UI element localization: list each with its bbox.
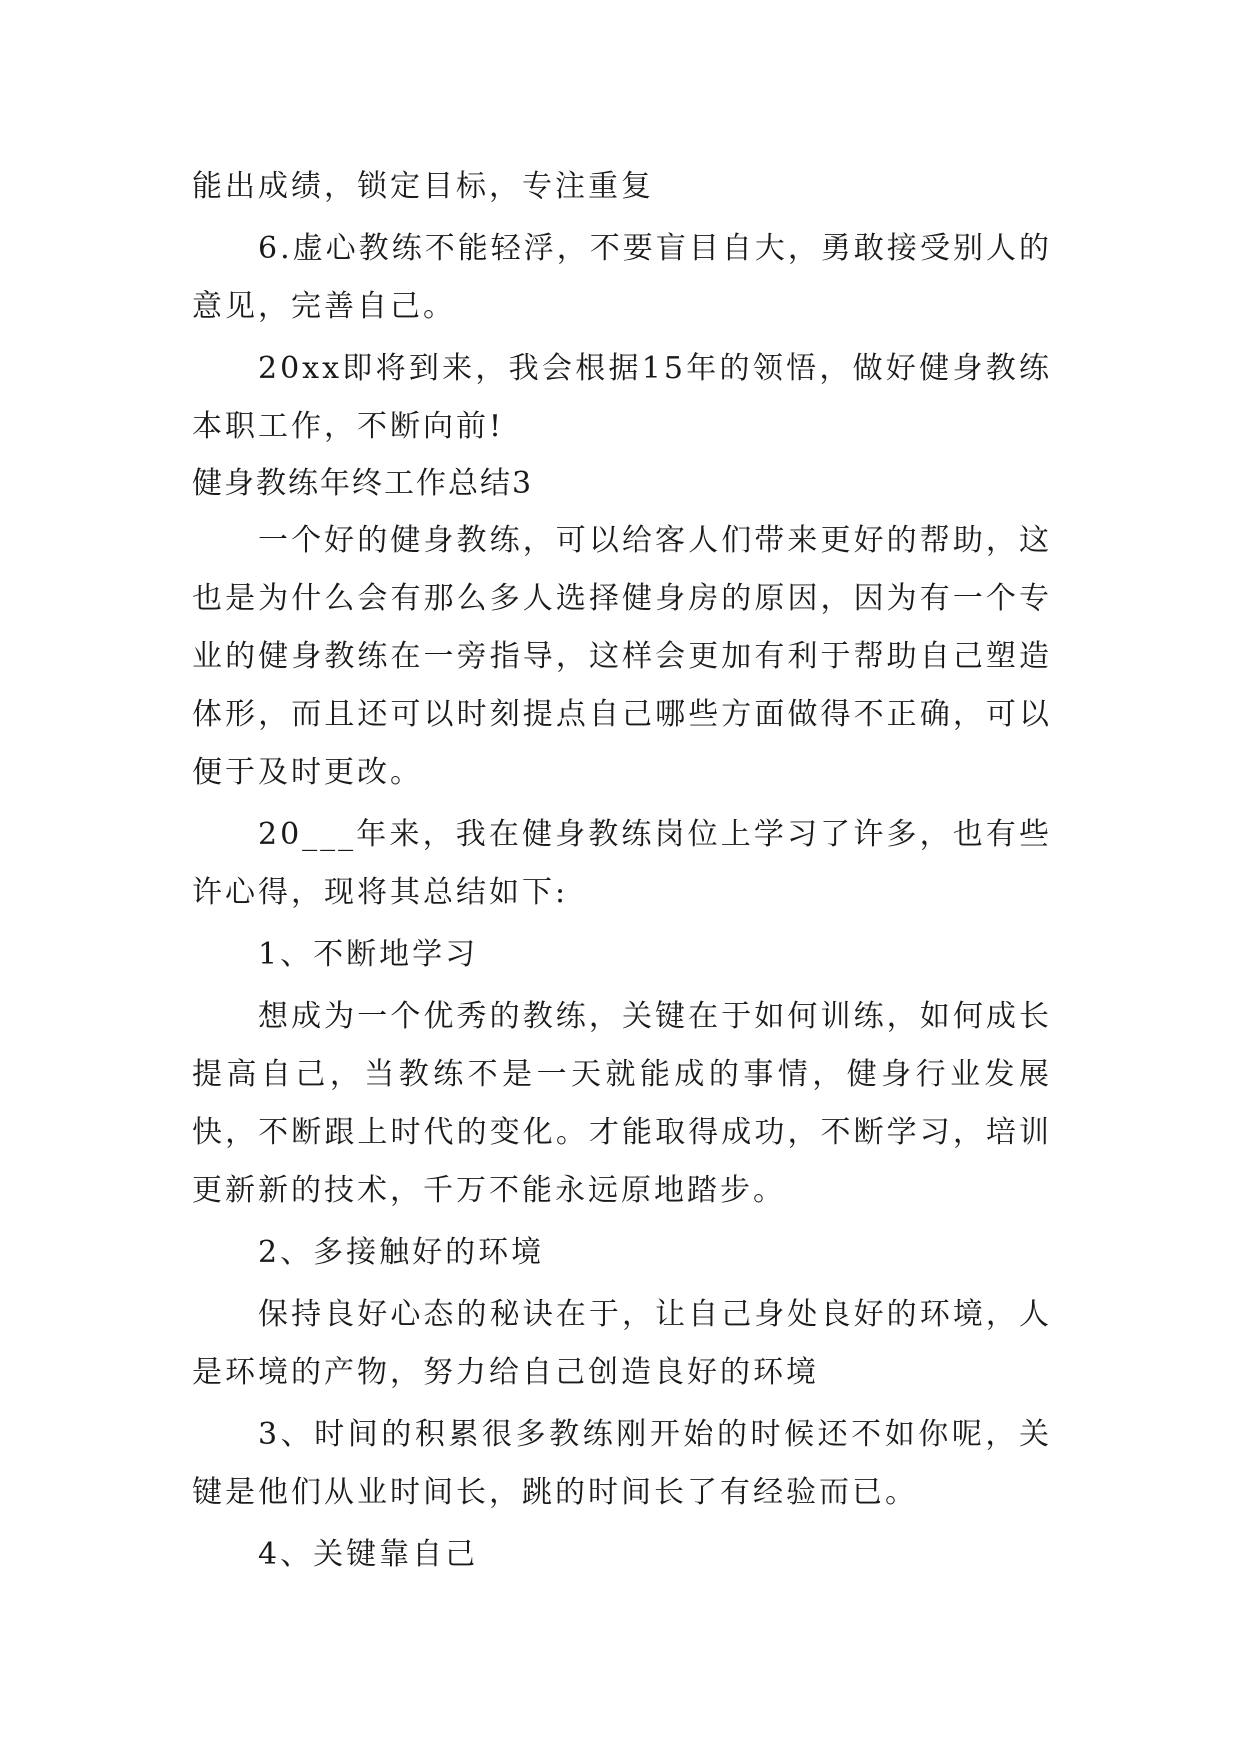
paragraph-outlook: 20xx即将到来，我会根据15年的领悟，做好健身教练本职工作，不断向前! — [192, 351, 1052, 444]
paragraph-point-1: 想成为一个优秀的教练，关键在于如何训练，如何成长提高自己，当教练不是一天就能成的事情，健身行业发展快，不断跟上时代的变化。才能取得成功，不断学习，培训更新新的技术，千万不能永远原地踏步。 — [192, 999, 1052, 1208]
section-title: 健身教练年终工作总结3 — [192, 466, 534, 501]
paragraph-point-2: 保持良好心态的秘诀在于，让自己身处良好的环境，人是环境的产物，努力给自己创造良好的环境 — [192, 1297, 1052, 1390]
paragraph-intro: 一个好的健身教练，可以给客人们带来更好的帮助，这也是为什么会有那么多人选择健身房的原因，因为有一个专业的健身教练在一旁指导，这样会更加有利于帮助自己塑造体形，而且还可以时刻提点自己哪些方面做得不正确，可以便于及时更改。 — [192, 523, 1052, 790]
heading-point-2: 2、多接触好的环境 — [258, 1235, 545, 1270]
heading-point-1: 1、不断地学习 — [258, 937, 479, 972]
paragraph-point-6: 6.虚心教练不能轻浮，不要盲目自大，勇敢接受别人的意见，完善自己。 — [192, 231, 1052, 324]
paragraph-summary-lead: 20___年来，我在健身教练岗位上学习了许多，也有些许心得，现将其总结如下: — [192, 817, 1052, 910]
document-body — [192, 158, 1052, 1584]
paragraph-point-3: 3、时间的积累很多教练刚开始的时候还不如你呢，关键是他们从业时间长，跳的时间长了有经验而已。 — [192, 1417, 1052, 1510]
heading-point-4: 4、关键靠自己 — [258, 1537, 479, 1572]
paragraph-continued: 能出成绩，锁定目标，专注重复 — [192, 169, 654, 204]
